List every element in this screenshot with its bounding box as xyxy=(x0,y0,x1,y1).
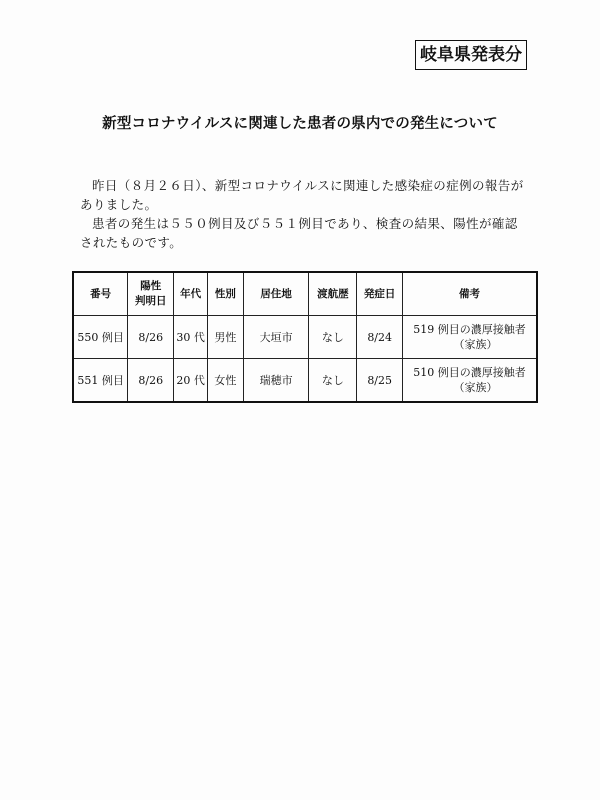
cell-residence: 大垣市 xyxy=(243,316,309,359)
cell-sex: 女性 xyxy=(208,359,244,403)
cell-positive-date: 8/26 xyxy=(128,359,174,403)
cell-number: 550 例目 xyxy=(73,316,128,359)
header-remarks: 備考 xyxy=(403,272,537,316)
cell-remarks-line2: （家族） xyxy=(453,381,498,394)
table-row xyxy=(73,316,537,359)
cell-age: 20 代 xyxy=(174,359,208,403)
header-positive-date xyxy=(128,272,174,316)
case-table xyxy=(72,271,538,403)
cell-sex: 男性 xyxy=(208,316,244,359)
cell-number: 551 例目 xyxy=(73,359,128,403)
cell-remarks xyxy=(403,359,537,403)
header-positive-date-line2: 判明日 xyxy=(134,295,167,307)
header-number: 番号 xyxy=(73,272,128,316)
cell-travel: なし xyxy=(309,359,357,403)
cell-remarks-line2: （家族） xyxy=(453,338,498,351)
cell-remarks-line1: 510 例目の濃厚接触者 xyxy=(413,366,526,379)
header-travel: 渡航歴 xyxy=(309,272,357,316)
cell-onset: 8/25 xyxy=(357,359,403,403)
table-row xyxy=(73,359,537,403)
header-sex: 性別 xyxy=(208,272,244,316)
cell-remarks xyxy=(403,316,537,359)
cell-remarks-line1: 519 例目の濃厚接触者 xyxy=(413,323,526,336)
table-header-row xyxy=(73,272,537,316)
cell-travel: なし xyxy=(309,316,357,359)
cell-positive-date: 8/26 xyxy=(128,316,174,359)
header-residence: 居住地 xyxy=(243,272,309,316)
cell-age: 30 代 xyxy=(174,316,208,359)
cell-onset: 8/24 xyxy=(357,316,403,359)
header-onset: 発症日 xyxy=(357,272,403,316)
cell-residence: 瑞穂市 xyxy=(243,359,309,403)
header-positive-date-line1: 陽性 xyxy=(140,280,162,292)
document-title: 新型コロナウイルスに関連した患者の県内での発生について xyxy=(102,116,498,132)
header-age: 年代 xyxy=(174,272,208,316)
paragraph-cases: 患者の発生は５５０例目及び５５１例目であり、検査の結果、陽性が確認されたものです。 xyxy=(80,216,518,250)
paragraph-report: 昨日（８月２６日）、新型コロナウイルスに関連した感染症の症例の報告がありました。 xyxy=(80,178,524,212)
prefecture-badge: 岐阜県発表分 xyxy=(415,40,527,70)
